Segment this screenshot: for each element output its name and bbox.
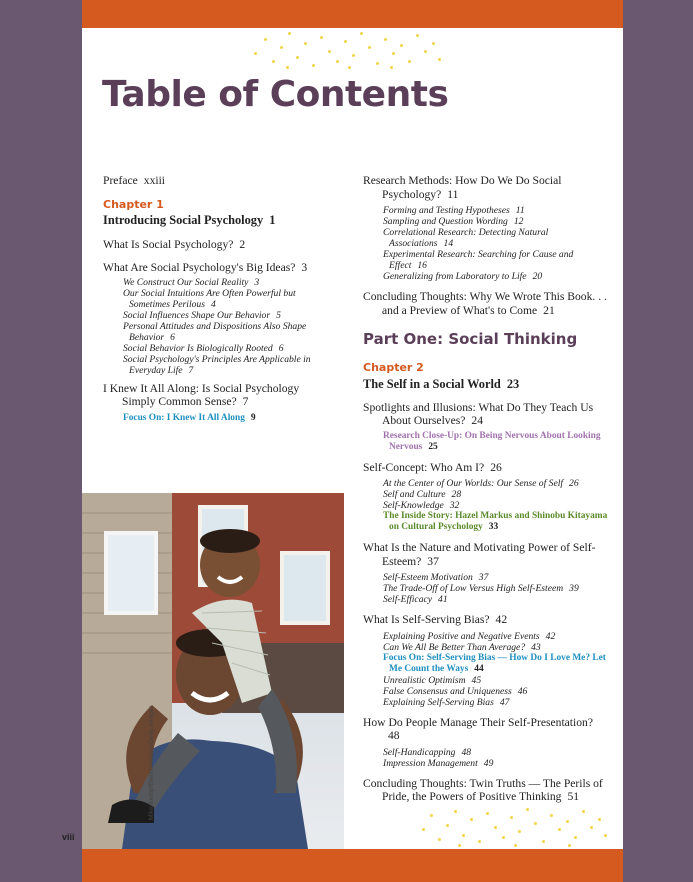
toc-subentry[interactable]: Our Social Intuitions Are Often Powerful but Sometimes Perilous 4 bbox=[123, 287, 296, 310]
toc-subentry[interactable]: Personal Attitudes and Dispositions Also Shape Behavior 6 bbox=[123, 320, 307, 343]
toc-entry[interactable] bbox=[363, 541, 608, 568]
toc-subentry[interactable]: Self and Culture 28 bbox=[383, 489, 462, 500]
toc-subentry[interactable]: Self-Esteem Motivation 37 bbox=[383, 572, 489, 583]
toc-right-column bbox=[363, 174, 608, 806]
toc-subentry[interactable]: Impression Management 49 bbox=[383, 757, 494, 769]
toc-subentry[interactable]: Sampling and Question Wording 12 bbox=[383, 216, 524, 227]
entry-label: I Knew It All Along: Is Social Psychology Simply Common Sense? bbox=[103, 381, 300, 408]
toc-subentry[interactable]: Explaining Self-Serving Bias 47 bbox=[383, 696, 510, 708]
toc-subentry[interactable]: At the Center of Our Worlds: Our Sense of Self 26 bbox=[383, 478, 579, 489]
page-title: Table of Contents bbox=[102, 74, 449, 115]
entry-label: Research Methods: How Do We Do Social Psychology? bbox=[363, 174, 562, 201]
toc-entry[interactable] bbox=[363, 613, 608, 627]
page-number: 2 bbox=[239, 237, 246, 251]
page-number: 1 bbox=[269, 213, 276, 227]
toc-subentry[interactable]: Self-Handicapping 48 bbox=[383, 746, 472, 758]
page-number: xxiii bbox=[143, 174, 166, 187]
entry-label: Preface bbox=[103, 174, 138, 187]
toc-subentry[interactable]: Unrealistic Optimism 45 bbox=[383, 674, 482, 686]
toc-left-column bbox=[103, 174, 331, 424]
toc-subentry[interactable]: Experimental Research: Searching for Cause and Effect 16 bbox=[383, 249, 574, 271]
chapter-title[interactable] bbox=[363, 378, 608, 392]
toc-subentry[interactable]: Self-Knowledge 32 bbox=[383, 500, 460, 511]
page-number: 21 bbox=[543, 303, 555, 317]
research-closeup-feature[interactable]: Research Close-Up: On Being Nervous About Looking Nervous 25 bbox=[383, 430, 601, 452]
page-number: 42 bbox=[495, 613, 508, 626]
decorative-dots-top bbox=[250, 30, 440, 70]
toc-entry[interactable] bbox=[363, 401, 608, 428]
toc-entry[interactable] bbox=[363, 290, 608, 317]
entry-label: What Is Social Psychology? bbox=[103, 237, 234, 251]
toc-subentry[interactable]: Explaining Positive and Negative Events 42 bbox=[383, 630, 556, 642]
page-number: 51 bbox=[567, 790, 580, 803]
toc-entry[interactable] bbox=[103, 382, 331, 409]
toc-subentry[interactable]: Generalizing from Laboratory to Life 20 bbox=[383, 271, 543, 282]
entry-label: What Is the Nature and Motivating Power of Self-Esteem? bbox=[363, 541, 596, 568]
part-heading: Part One: Social Thinking bbox=[363, 330, 578, 348]
focus-on-feature[interactable]: Focus On: I Knew It All Along 9 bbox=[123, 412, 256, 423]
entry-label: The Self in a Social World bbox=[363, 377, 501, 391]
toc-entry[interactable] bbox=[363, 716, 608, 743]
toc-entry[interactable] bbox=[363, 174, 608, 201]
entry-label: How Do People Manage Their Self-Presentation? bbox=[363, 715, 593, 729]
toc-subentry[interactable]: Correlational Research: Detecting Natural Associations 14 bbox=[383, 227, 549, 249]
page-number: 26 bbox=[490, 460, 502, 474]
focus-on-feature[interactable]: Focus On: Self-Serving Bias — How Do I Love Me? Let Me Count the Ways 44 bbox=[383, 652, 606, 674]
toc-entry[interactable] bbox=[363, 777, 608, 804]
entry-label: Concluding Thoughts: Why We Wrote This Book. . . and a Preview of What's to Come bbox=[363, 290, 607, 317]
toc-subentry[interactable]: False Consensus and Uniqueness 46 bbox=[383, 685, 528, 697]
page-number: 3 bbox=[301, 261, 308, 274]
page-number: 24 bbox=[471, 414, 483, 427]
entry-label: Spotlights and Illusions: What Do They Teach Us About Ourselves? bbox=[363, 400, 594, 427]
toc-subentry[interactable]: Social Influences Shape Our Behavior 5 bbox=[123, 309, 281, 321]
toc-entry[interactable] bbox=[103, 261, 331, 275]
toc-subentry[interactable]: Can We All Be Better Than Average? 43 bbox=[383, 641, 541, 653]
page-number: 11 bbox=[447, 187, 459, 201]
entry-label: What Are Social Psychology's Big Ideas? bbox=[103, 261, 296, 274]
page-number: 37 bbox=[427, 554, 439, 568]
page-number: 23 bbox=[506, 377, 520, 391]
chapter-title[interactable] bbox=[103, 214, 331, 228]
toc-subentry[interactable]: The Trade-Off of Low Versus High Self-Esteem 39 bbox=[383, 583, 579, 594]
inside-story-feature[interactable]: The Inside Story: Hazel Markus and Shinobu Kitayama on Cultural Psychology 33 bbox=[383, 511, 608, 532]
toc-entry[interactable] bbox=[363, 461, 608, 475]
page-folio: viii bbox=[62, 832, 75, 842]
toc-subentry[interactable]: Social Psychology's Principles Are Applicable in Everyday Life 7 bbox=[123, 353, 311, 376]
toc-entry[interactable] bbox=[103, 238, 331, 252]
toc-entry-preface[interactable] bbox=[103, 174, 331, 188]
toc-subentry[interactable]: Forming and Testing Hypotheses 11 bbox=[383, 205, 525, 216]
photo-illustration bbox=[82, 493, 344, 849]
page-number: 7 bbox=[242, 395, 249, 408]
chapter-label: Chapter 1 bbox=[103, 197, 164, 211]
entry-label: Self-Concept: Who Am I? bbox=[363, 460, 485, 474]
father-son-photo bbox=[82, 493, 344, 849]
bottom-accent-bar bbox=[82, 849, 623, 882]
book-page bbox=[82, 0, 623, 882]
chapter-label: Chapter 2 bbox=[363, 360, 424, 374]
toc-subentry[interactable]: Social Behavior Is Biologically Rooted 6 bbox=[123, 342, 284, 354]
entry-label: Concluding Thoughts: Twin Truths — The Perils of Pride, the Powers of Positive Thinking bbox=[363, 776, 603, 803]
page-number: 48 bbox=[388, 729, 400, 742]
entry-label: Introducing Social Psychology bbox=[103, 213, 264, 227]
top-accent-bar bbox=[82, 0, 623, 28]
toc-subentry[interactable]: We Construct Our Social Reality 3 bbox=[123, 276, 260, 288]
toc-subentry[interactable]: Self-Efficacy 41 bbox=[383, 594, 448, 605]
decorative-dots-bottom bbox=[418, 806, 608, 848]
photo-credit: Mike Kemp/Blend Images/Getty Images bbox=[148, 705, 155, 820]
entry-label: What Is Self-Serving Bias? bbox=[363, 613, 490, 626]
